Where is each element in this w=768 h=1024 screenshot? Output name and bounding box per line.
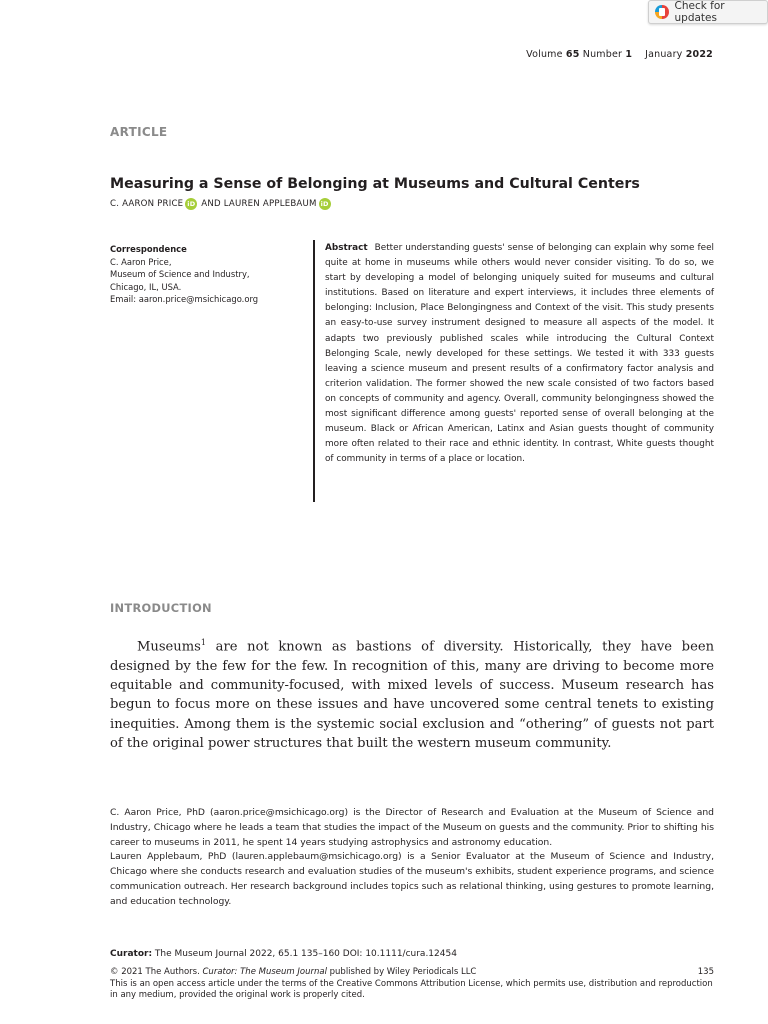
copyright-line: © 2021 The Authors. Curator: The Museum Journal published by Wiley Periodicals LLC <box>110 967 477 977</box>
journal-citation: Curator: The Museum Journal 2022, 65.1 135–160 DOI: 10.1111/cura.12454 <box>110 949 457 959</box>
footnote-marker[interactable]: 1 <box>200 638 206 647</box>
introduction-paragraph: Museums$^1$ are not known as bastions of diversity. Historically, they have been designed by the few for the few. In recognition of this, many are driving to become more equitable and community-focused, with mixed levels of success. Museum research has begun to focus more on these issues and have uncovered some central tenets to existing inequities. Among them is the systemic social exclusion and “othering” of guests not part of the original power structures that built the western museum community. <box>110 638 714 751</box>
issue-info: Volume 65 Number 1 January 2022 <box>526 49 713 60</box>
abstract-rule <box>313 240 315 502</box>
author-bio: C. Aaron Price, PhD (aaron.price@msichicago.org) is the Director of Research and Evaluation at the Museum of Science and Industry, Chicago where he leads a team that studies the impact of the Museum on guests and the community. Prior to shifting his career to museums in 2011, he spent 14 years studying astrophysics and astronomy education. <box>110 807 714 848</box>
abstract-text: Better understanding guests' sense of belonging can explain why some feel quite at home in museums while others would never consider visiting. To do so, we start by developing a model of belonging uniquely suited for museums and cultural institutions. Based on literature and expert interviews, it includes three elements of belonging: Inclusion, Place Belongingness and Context of the visit. This study presents an easy-to-use survey instrument designed to measure all aspects of the model. It adapts two previously published scales while introducing the Cultural Context Belonging Scale, newly developed for these settings. We tested it with 333 guests leaving a science museum and present results of a confirmatory factor analysis and criterion validation. The former showed the new scale consisted of two factors based on concepts of community and agency. Overall, community belongingness showed the most significant difference among guests' reported sense of overall belonging at the museum. Black or African American, Latinx and Asian guests thought of community more often related to their race and ethnic identity. In contrast, White guests thought of community in terms of a place or location. <box>325 243 714 465</box>
correspondence-line: C. Aaron Price, <box>110 256 172 267</box>
copyright-block <box>110 967 714 1002</box>
check-for-updates-label: Check for updates <box>674 0 725 24</box>
author-bios <box>110 806 714 910</box>
article-type-label: ARTICLE <box>110 125 168 139</box>
author-bio: Lauren Applebaum, PhD (lauren.applebaum@msichicago.org) is a Senior Evaluator at the Museum of Science and Industry, Chicago where she conducts research and evaluation studies of the museum's exhibits, student experience programs, and science communication outreach. Her research background includes topics such as relational thinking, using gestures to promote learning, and education technology. <box>110 851 714 907</box>
orcid-icon[interactable]: iD <box>320 200 329 208</box>
correspondence-heading: Correspondence <box>110 244 187 254</box>
abstract-heading: Abstract <box>325 243 368 253</box>
license-text: This is an open access article under the terms of the Creative Commons Attribution License, which permits use, distribution and reproduction in any medium, provided the original work is properly cited. <box>110 978 713 1001</box>
article-title: Measuring a Sense of Belonging at Museums and Cultural Centers <box>110 176 640 192</box>
correspondence-line: Museum of Science and Industry, <box>110 269 250 280</box>
author-name: C. AARON PRICE <box>110 199 184 209</box>
abstract-block <box>325 241 714 467</box>
page-number: 135 <box>697 967 714 977</box>
correspondence-block <box>110 243 300 306</box>
correspondence-line: Chicago, IL, USA. <box>110 281 182 292</box>
author-connector: AND <box>201 199 221 209</box>
crossmark-icon <box>655 5 669 19</box>
introduction-heading: INTRODUCTION <box>110 601 212 615</box>
orcid-icon[interactable]: iD <box>187 200 196 208</box>
correspondence-email[interactable]: Email: aaron.price@msichicago.org <box>110 294 259 305</box>
check-for-updates-button[interactable] <box>648 0 768 24</box>
author-line <box>110 198 335 210</box>
author-name: LAUREN APPLEBAUM <box>223 199 317 209</box>
